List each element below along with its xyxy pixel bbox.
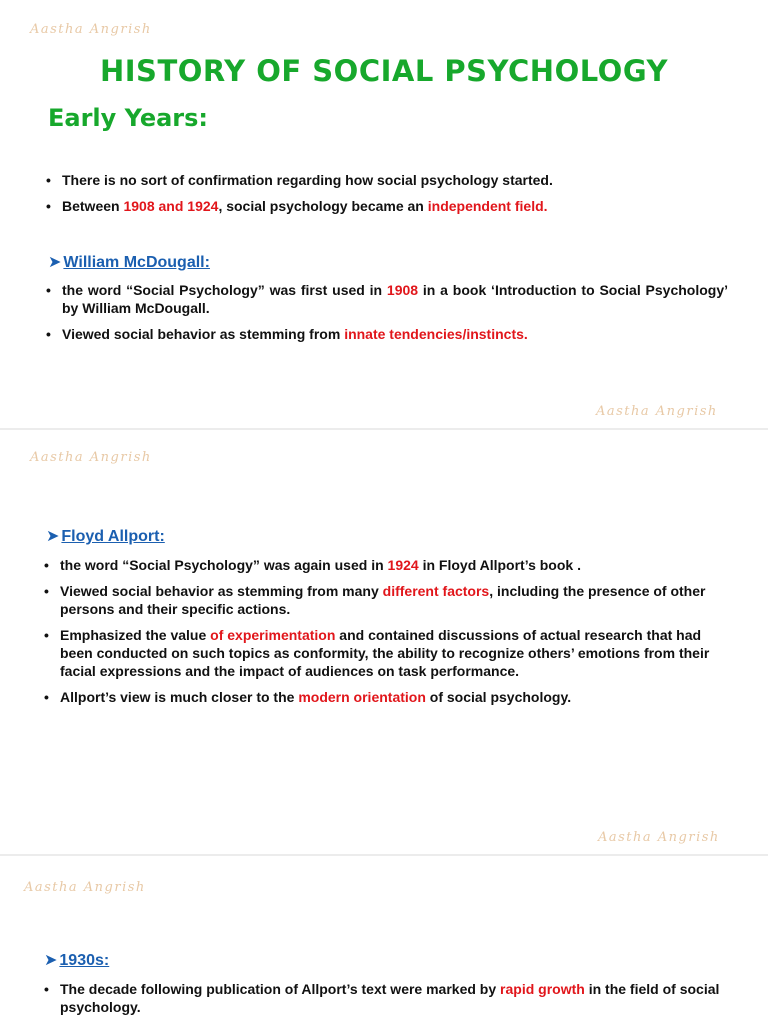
bullet-list-mcdougall [46,281,728,351]
heading-william-mcdougall: ➤ William McDougall: [48,254,210,271]
slide-floyd-allport [0,430,768,854]
list-item: • There is no sort of confirmation regarding how social psychology started. [46,171,736,189]
bullet-list-early [46,171,736,223]
list-item: • The decade following publication of Allport’s text were marked by rapid growth in the field of social psychology. [44,980,724,1016]
list-item: • Viewed social behavior as stemming from many different factors, including the presence of other persons and their specific actions. [44,582,734,618]
watermark: Aastha Angrish [24,880,146,895]
section-subtitle: Early Years: [48,104,209,132]
watermark: Aastha Angrish [598,830,720,845]
slide-1930s [0,856,768,1024]
watermark: Aastha Angrish [596,404,718,419]
list-item: • Between 1908 and 1924, social psychology became an independent field. [46,197,736,215]
arrow-icon: ➤ [46,528,60,545]
arrow-icon: ➤ [44,952,58,969]
bullet-list-allport [44,556,734,714]
bullet-list-1930s [44,980,724,1024]
list-item: • the word “Social Psychology” was again used in 1924 in Floyd Allport’s book . [44,556,734,574]
watermark: Aastha Angrish [30,450,152,465]
list-item: • the word “Social Psychology” was first used in 1908 in a book ‘Introduction to Social Psychology’ by William McDougall. [46,281,728,317]
list-item: • Emphasized the value of experimentation and contained discussions of actual research that had been conducted on such topics as conformity, the ability to recognize others’ emotions from their facial expressions and the impact of audiences on task performance. [44,626,734,680]
heading-1930s: ➤ 1930s: [44,952,110,969]
watermark: Aastha Angrish [30,22,152,37]
arrow-icon: ➤ [48,254,62,271]
slide-early-years [0,0,768,428]
heading-floyd-allport: ➤ Floyd Allport: [46,528,165,545]
list-item: • Allport’s view is much closer to the modern orientation of social psychology. [44,688,734,706]
list-item: • Viewed social behavior as stemming from innate tendencies/instincts. [46,325,728,343]
page-title: HISTORY OF SOCIAL PSYCHOLOGY [100,54,668,88]
